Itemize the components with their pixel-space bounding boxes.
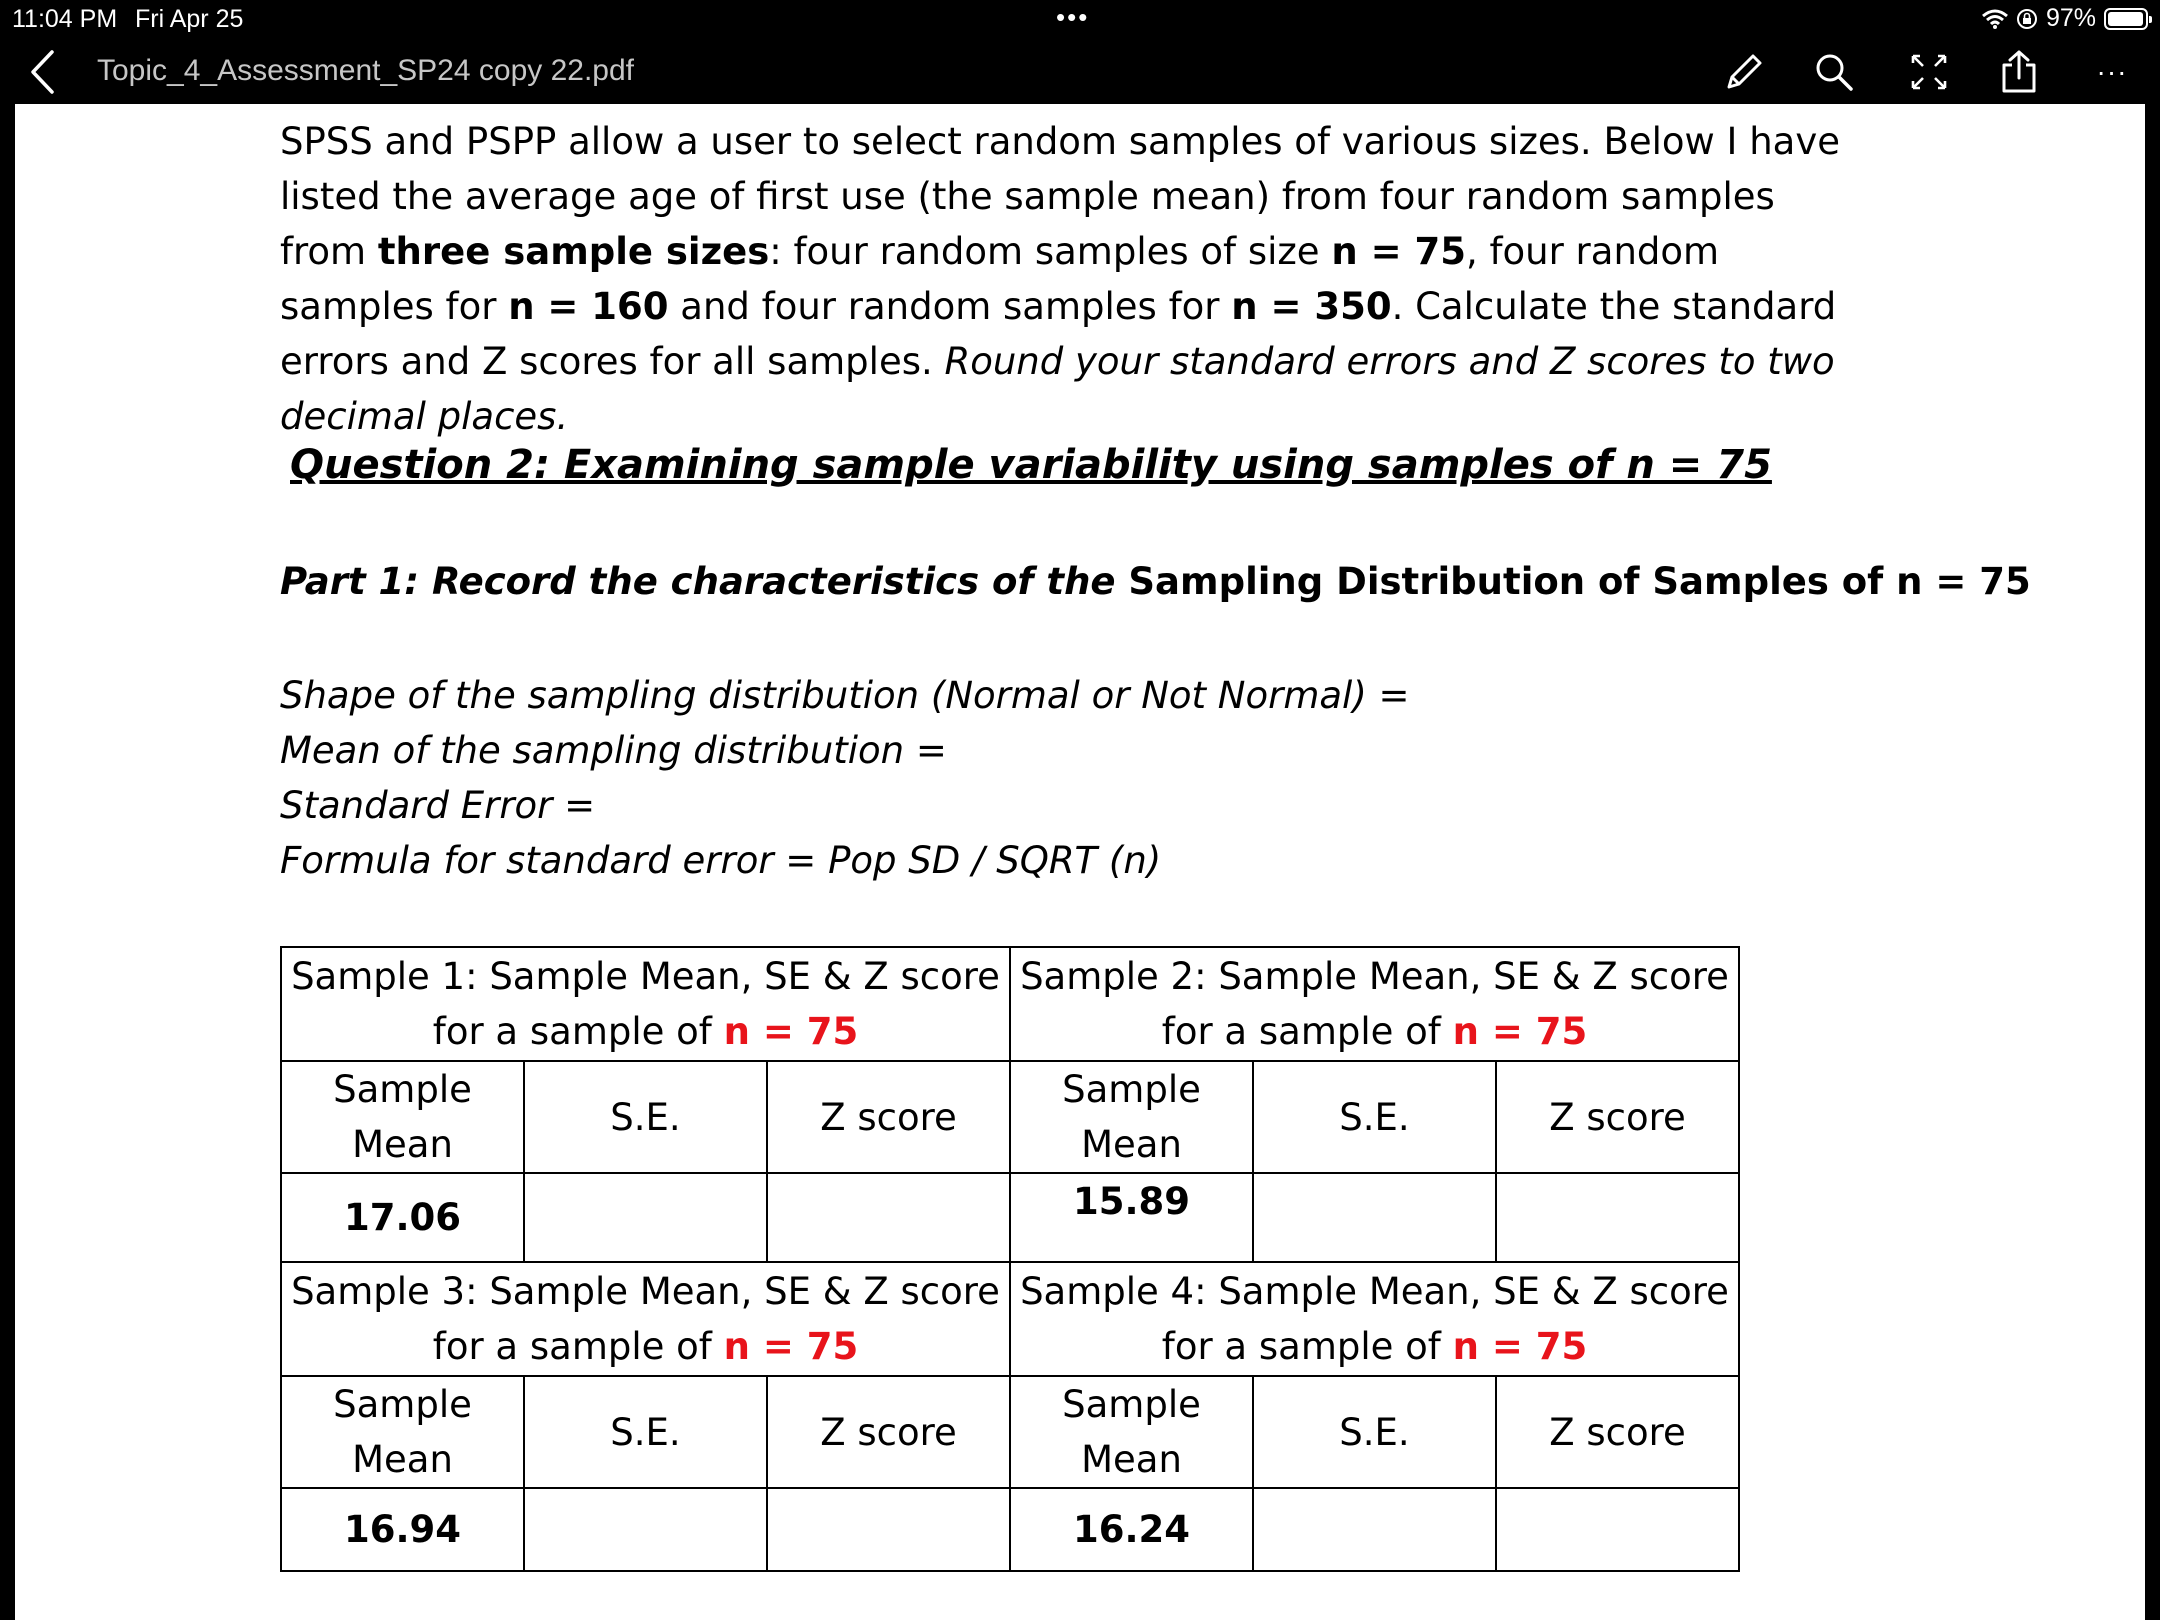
status-indicators xyxy=(1982,4,2148,33)
col-z: Z score xyxy=(767,1376,1010,1488)
share-button[interactable] xyxy=(1995,48,2043,96)
fullscreen-icon xyxy=(1909,52,1949,92)
field-shape: Shape of the sampling distribution (Normal or Not Normal) = xyxy=(280,674,1410,717)
field-mean: Mean of the sampling distribution = xyxy=(280,729,947,772)
back-button[interactable] xyxy=(22,48,62,96)
markup-button[interactable] xyxy=(1720,48,1768,96)
pdf-page[interactable] xyxy=(15,104,2145,1620)
status-date: Fri Apr 25 xyxy=(135,5,244,33)
sample-3-header: Sample 3: Sample Mean, SE & Z score for a sample of n = 75 xyxy=(281,1262,1010,1376)
wifi-icon xyxy=(1982,9,2008,29)
orientation-lock-icon xyxy=(2016,8,2038,30)
battery-icon xyxy=(2104,8,2148,30)
fullscreen-button[interactable] xyxy=(1905,48,1953,96)
sample-3-mean: 16.94 xyxy=(281,1488,524,1571)
status-time: 11:04 PM xyxy=(12,5,118,33)
field-formula: Formula for standard error = Pop SD / SQRT (n) xyxy=(280,839,1162,882)
col-se: S.E. xyxy=(1253,1061,1496,1173)
samples-table xyxy=(280,946,1740,1572)
col-se: S.E. xyxy=(524,1376,767,1488)
sample-4-se-cell[interactable] xyxy=(1253,1488,1496,1571)
question-heading: Question 2: Examining sample variability using samples of n = 75 xyxy=(290,442,1772,488)
sample-3-z-cell[interactable] xyxy=(767,1488,1010,1571)
sample-2-header: Sample 2: Sample Mean, SE & Z score for a sample of n = 75 xyxy=(1010,947,1739,1061)
share-icon xyxy=(1998,49,2040,95)
chevron-left-icon xyxy=(29,49,55,95)
search-icon xyxy=(1813,51,1855,93)
col-sample-mean: Sample Mean xyxy=(281,1376,524,1488)
sample-1-z-cell[interactable] xyxy=(767,1173,1010,1262)
pencil-icon xyxy=(1723,51,1765,93)
multitasking-dots-icon[interactable]: ••• xyxy=(1056,2,1090,32)
sample-4-mean: 16.24 xyxy=(1010,1488,1253,1571)
col-z: Z score xyxy=(1496,1376,1739,1488)
sample-3-se-cell[interactable] xyxy=(524,1488,767,1571)
document-title: Topic_4_Assessment_SP24 copy 22.pdf xyxy=(97,54,634,87)
sample-2-mean: 15.89 xyxy=(1010,1173,1253,1262)
col-z: Z score xyxy=(767,1061,1010,1173)
sample-1-header: Sample 1: Sample Mean, SE & Z score for a sample of n = 75 xyxy=(281,947,1010,1061)
more-options-button[interactable]: ··· xyxy=(2096,56,2128,87)
pdf-toolbar xyxy=(0,40,2160,104)
col-sample-mean: Sample Mean xyxy=(1010,1061,1253,1173)
sample-1-se-cell[interactable] xyxy=(524,1173,767,1262)
col-se: S.E. xyxy=(1253,1376,1496,1488)
sampling-fields xyxy=(280,668,1410,888)
sample-1-mean: 17.06 xyxy=(281,1173,524,1262)
search-button[interactable] xyxy=(1810,48,1858,96)
status-bar xyxy=(0,0,2160,40)
col-se: S.E. xyxy=(524,1061,767,1173)
sample-4-z-cell[interactable] xyxy=(1496,1488,1739,1571)
sample-4-header: Sample 4: Sample Mean, SE & Z score for a sample of n = 75 xyxy=(1010,1262,1739,1376)
part1-heading: Part 1: Record the characteristics of the Sampling Distribution of Samples of n = 75 xyxy=(280,560,2031,603)
sample-2-z-cell[interactable] xyxy=(1496,1173,1739,1262)
col-z: Z score xyxy=(1496,1061,1739,1173)
intro-paragraph: SPSS and PSPP allow a user to select random samples of various sizes. Below I have listed the average age of first use (the sample mean) from four random samples from three sample sizes: four random samples of size n = 75, four random samples for n = 160 and four random samples for n = 350. Calculate the standard errors and Z scores for all samples. Round your standard errors and Z scores to two decimal places. xyxy=(280,120,1840,438)
field-standard-error: Standard Error = xyxy=(280,784,596,827)
battery-percent: 97% xyxy=(2045,4,2096,32)
col-sample-mean: Sample Mean xyxy=(281,1061,524,1173)
sample-2-se-cell[interactable] xyxy=(1253,1173,1496,1262)
col-sample-mean: Sample Mean xyxy=(1010,1376,1253,1488)
